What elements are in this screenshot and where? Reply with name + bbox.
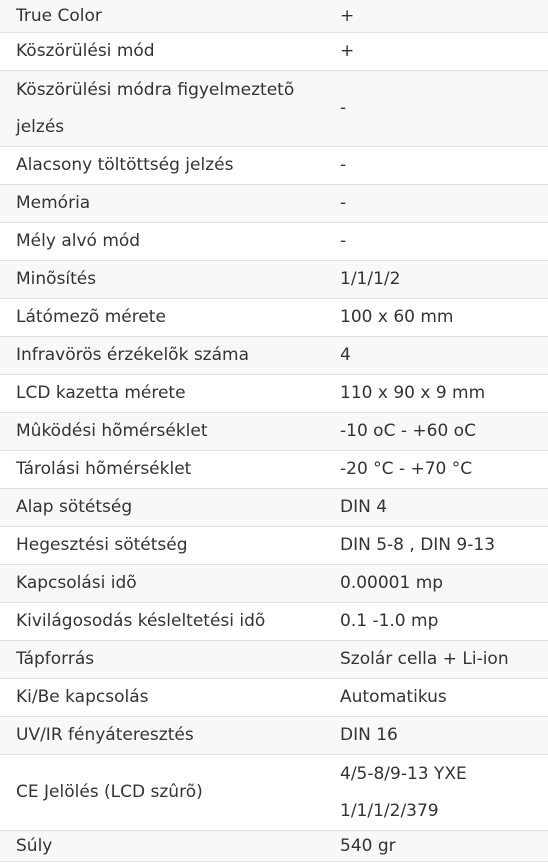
row-value: - [324,71,548,147]
row-label: CE Jelölés (LCD szûrõ) [0,755,324,831]
table-row [0,261,548,299]
table-row [0,185,548,223]
table-row [0,33,548,71]
row-label: Minõsítés [0,261,324,299]
row-value: - [324,147,548,185]
row-value: -20 °C - +70 °C [324,451,548,489]
table-row [0,299,548,337]
row-label: Kivilágosodás késleltetési idõ [0,603,324,641]
table-row [0,755,548,831]
row-value: DIN 16 [324,717,548,755]
row-label: Alacsony töltöttség jelzés [0,147,324,185]
row-label: Látómezõ mérete [0,299,324,337]
row-label: Tápforrás [0,641,324,679]
table-row [0,603,548,641]
row-label: Hegesztési sötétség [0,527,324,565]
table-row [0,565,548,603]
row-value: Szolár cella + Li-ion [324,641,548,679]
row-value: 110 x 90 x 9 mm [324,375,548,413]
row-label: Mély alvó mód [0,223,324,261]
table-row [0,717,548,755]
row-label: Memória [0,185,324,223]
row-value-cell [324,755,548,831]
row-value-line: 1/1/1/2/379 [340,800,439,821]
table-row [0,223,548,261]
row-value: + [324,0,548,33]
row-label-cell [0,71,324,147]
row-value: + [324,33,548,71]
row-label: Köszörülési mód [0,33,324,71]
table-row [0,451,548,489]
table-row [0,831,548,862]
row-label: UV/IR fényáteresztés [0,717,324,755]
row-label: Infravörös érzékelõk száma [0,337,324,375]
row-label: True Color [0,0,324,33]
table-row [0,0,548,33]
row-value: - [324,223,548,261]
row-label: Súly [0,831,324,862]
row-label: Tárolási hõmérséklet [0,451,324,489]
table-row [0,489,548,527]
row-label-line: Köszörülési módra figyelmeztetõ [16,79,295,100]
row-value: 1/1/1/2 [324,261,548,299]
table-row [0,71,548,147]
table-row [0,413,548,451]
row-value: 0.00001 mp [324,565,548,603]
row-value: Automatikus [324,679,548,717]
row-label: Alap sötétség [0,489,324,527]
row-value: 0.1 -1.0 mp [324,603,548,641]
row-value: DIN 5-8 , DIN 9-13 [324,527,548,565]
row-label: LCD kazetta mérete [0,375,324,413]
table-row [0,527,548,565]
row-value: 4 [324,337,548,375]
row-label: Kapcsolási idõ [0,565,324,603]
row-label-line: jelzés [16,116,65,137]
table-row [0,147,548,185]
row-value: - [324,185,548,223]
table-row [0,337,548,375]
row-label: Mûködési hõmérséklet [0,413,324,451]
row-label: Ki/Be kapcsolás [0,679,324,717]
row-value: -10 oC - +60 oC [324,413,548,451]
row-value: 100 x 60 mm [324,299,548,337]
table-row [0,375,548,413]
row-value-line: 4/5-8/9-13 YXE [340,763,467,784]
table-row [0,641,548,679]
row-value: 540 gr [324,831,548,862]
row-value: DIN 4 [324,489,548,527]
table-row [0,679,548,717]
